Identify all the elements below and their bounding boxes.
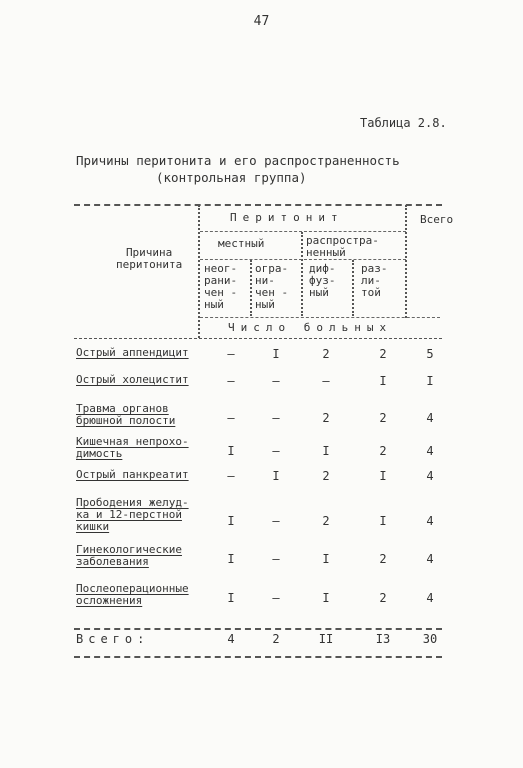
- header-divider-right: [405, 205, 407, 318]
- row-cause: Прободения желуд- ка и 12-перстной кишки: [76, 496, 189, 533]
- cell-diffuse: 2: [322, 514, 330, 528]
- cell-non-limited: I: [227, 591, 235, 605]
- col-non-limited-header: неог- рани- чен - ный: [204, 262, 238, 311]
- cell-total: 4: [426, 591, 434, 605]
- row-cause: Гинекологические заболевания: [76, 543, 182, 568]
- header-divider-b: [352, 260, 354, 316]
- cell-diffuse: –: [322, 374, 330, 388]
- cell-spilled: I: [379, 374, 387, 388]
- header-divider-left: [198, 205, 200, 338]
- cell-limited: –: [272, 591, 280, 605]
- cause-column-header: Причина перитонита: [116, 246, 183, 271]
- cell-total: 4: [426, 469, 434, 483]
- row-cause: Острый аппендицит: [76, 346, 189, 359]
- cell-spilled: 2: [379, 411, 387, 425]
- table-bottom-rule: [74, 656, 442, 658]
- cell-non-limited: –: [227, 411, 235, 425]
- header-rule-2: [200, 259, 406, 260]
- cell-spilled: 2: [379, 347, 387, 361]
- total-column-header: Всего: [420, 213, 454, 226]
- table-caption: [76, 152, 400, 186]
- cell-spilled: 2: [379, 591, 387, 605]
- header-divider-mid: [301, 232, 303, 316]
- totals-label: Всего:: [76, 632, 150, 646]
- header-bottom-rule: [74, 338, 442, 339]
- total-limited: 2: [272, 632, 280, 646]
- caption-line-1: Причины перитонита и его распространенность: [76, 153, 400, 168]
- cell-spilled: I: [379, 514, 387, 528]
- cell-limited: –: [272, 552, 280, 566]
- page-number: 47: [253, 14, 270, 29]
- cell-non-limited: –: [227, 469, 235, 483]
- cell-limited: –: [272, 514, 280, 528]
- cell-non-limited: –: [227, 347, 235, 361]
- total-all: 30: [422, 632, 438, 646]
- cell-spilled: 2: [379, 552, 387, 566]
- caption-line-2: (контрольная группа): [156, 170, 307, 185]
- local-header: местный: [218, 237, 265, 250]
- row-cause: Острый панкреатит: [76, 468, 189, 481]
- header-rule-1: [200, 231, 406, 232]
- table-label: Таблица 2.8.: [360, 116, 447, 130]
- header-divider-a: [250, 260, 252, 316]
- cell-diffuse: 2: [322, 347, 330, 361]
- cell-total: 4: [426, 444, 434, 458]
- table-top-rule: [74, 204, 442, 206]
- cell-limited: –: [272, 411, 280, 425]
- cell-non-limited: I: [227, 552, 235, 566]
- totals-top-rule: [74, 628, 442, 630]
- cell-non-limited: –: [227, 374, 235, 388]
- cell-limited: –: [272, 374, 280, 388]
- row-cause: Острый холецистит: [76, 373, 189, 386]
- cell-diffuse: I: [322, 444, 330, 458]
- row-cause: Послеоперационные осложнения: [76, 582, 189, 607]
- cell-spilled: 2: [379, 444, 387, 458]
- spread-header: распростра- ненный: [306, 234, 379, 259]
- cell-non-limited: I: [227, 514, 235, 528]
- cell-limited: I: [272, 469, 280, 483]
- col-diffuse-header: диф- фуз- ный: [309, 262, 336, 299]
- cell-diffuse: 2: [322, 411, 330, 425]
- peritonitis-header: Перитонит: [230, 211, 344, 224]
- total-non-limited: 4: [227, 632, 235, 646]
- total-spilled: I3: [375, 632, 391, 646]
- cell-total: 4: [426, 552, 434, 566]
- cell-total: 4: [426, 514, 434, 528]
- header-rule-3: [200, 317, 440, 318]
- col-limited-header: огра- ни- чен - ный: [255, 262, 289, 311]
- cell-total: 5: [426, 347, 434, 361]
- cell-spilled: I: [379, 469, 387, 483]
- count-header: Число больных: [228, 321, 393, 334]
- cell-limited: I: [272, 347, 280, 361]
- row-cause: Кишечная непрохо- димость: [76, 435, 189, 460]
- cell-total: 4: [426, 411, 434, 425]
- cell-limited: –: [272, 444, 280, 458]
- cell-total: I: [426, 374, 434, 388]
- cell-diffuse: 2: [322, 469, 330, 483]
- cell-non-limited: I: [227, 444, 235, 458]
- total-diffuse: II: [318, 632, 334, 646]
- cell-diffuse: I: [322, 552, 330, 566]
- cell-diffuse: I: [322, 591, 330, 605]
- row-cause: Травма органов брюшной полости: [76, 402, 176, 427]
- col-spilled-header: раз- ли- той: [361, 262, 388, 299]
